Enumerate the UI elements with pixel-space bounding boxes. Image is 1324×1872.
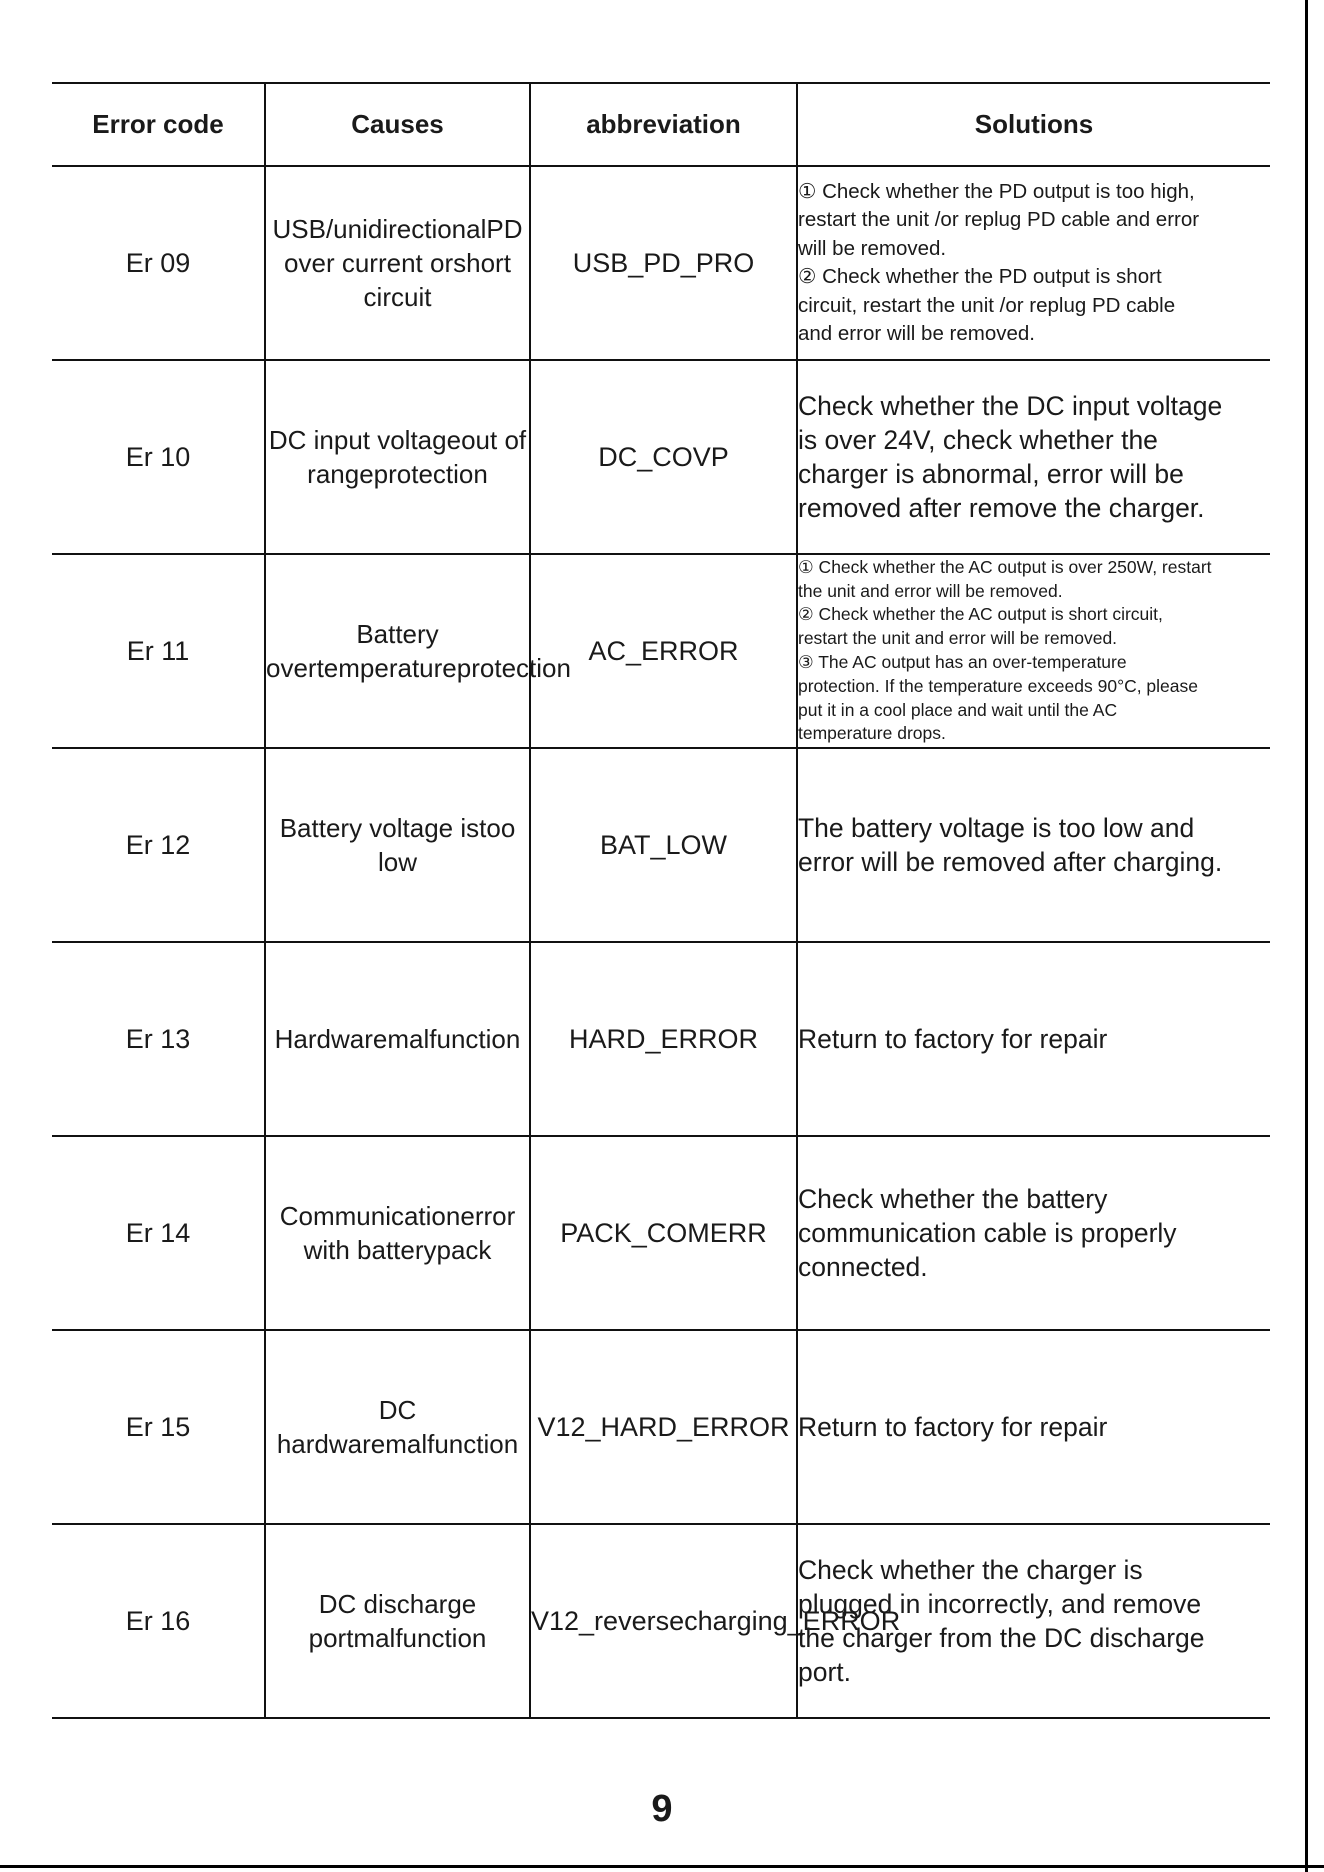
solution-line: connected. bbox=[798, 1252, 928, 1282]
solution-line: restart the unit /or replug PD cable and error bbox=[798, 208, 1200, 231]
abbreviation-line: USB_PD_PRO bbox=[572, 248, 755, 278]
solution-line: ② Check whether the AC output is short circuit, bbox=[798, 604, 1163, 625]
solution-line: circuit, restart the unit /or replug PD cable bbox=[798, 293, 1176, 317]
abbreviation-cell bbox=[530, 1330, 797, 1524]
table-row bbox=[52, 360, 1270, 554]
abbreviation-cell bbox=[530, 748, 797, 942]
solution-line: The battery voltage is too low and bbox=[798, 813, 1195, 843]
table-row bbox=[52, 1330, 1270, 1524]
table-body bbox=[52, 166, 1270, 1718]
table-row bbox=[52, 1136, 1270, 1330]
solution-cell bbox=[797, 360, 1270, 554]
abbreviation-cell bbox=[530, 1136, 797, 1330]
solution-cell bbox=[797, 748, 1270, 942]
error-code-cell: Er 10 bbox=[125, 441, 191, 472]
error-code-cell: Er 12 bbox=[125, 829, 191, 860]
page-edge-bottom bbox=[0, 1865, 1324, 1868]
cause-line: malfunction bbox=[387, 1024, 521, 1054]
abbreviation-cell bbox=[530, 942, 797, 1136]
solution-line: charger is abnormal, error will be bbox=[798, 459, 1184, 489]
cause-line: pack bbox=[436, 1235, 492, 1265]
error-code-cell: Er 13 bbox=[125, 1023, 191, 1054]
abbreviation-line: DC_COVP bbox=[598, 442, 729, 472]
solution-line: and error will be removed. bbox=[798, 322, 1035, 345]
cause-cell bbox=[265, 942, 530, 1136]
solution-line: the unit and error will be removed. bbox=[798, 580, 1063, 601]
cause-cell bbox=[265, 1136, 530, 1330]
cause-cell bbox=[265, 1524, 530, 1718]
abbreviation-line: AC_ERROR bbox=[588, 636, 739, 666]
error-code-cell: Er 11 bbox=[126, 635, 190, 666]
page-edge-right bbox=[1305, 0, 1308, 1872]
solution-line: restart the unit and error will be removed. bbox=[798, 628, 1118, 649]
cause-line: Communication bbox=[279, 1201, 461, 1231]
cause-line: Battery voltage is bbox=[279, 813, 480, 843]
solution-line: temperature drops. bbox=[798, 723, 946, 744]
page-number: 9 bbox=[651, 1788, 673, 1830]
solution-line: put it in a cool place and wait until the AC bbox=[798, 699, 1118, 720]
cause-line: DC discharge port bbox=[308, 1589, 477, 1653]
solution-line: protection. If the temperature exceeds 90°C, please bbox=[798, 675, 1199, 696]
abbreviation-cell bbox=[530, 166, 797, 360]
abbreviation-cell bbox=[530, 554, 797, 748]
error-code-cell: Er 15 bbox=[125, 1411, 191, 1442]
cause-line: Battery over bbox=[266, 619, 439, 683]
solution-line: port. bbox=[798, 1657, 852, 1687]
abbreviation-line: HARD_ERROR bbox=[568, 1024, 759, 1054]
solution-cell bbox=[797, 1330, 1270, 1524]
cause-line: out of range bbox=[307, 425, 527, 489]
solution-line: ① Check whether the PD output is too high, bbox=[798, 179, 1195, 203]
cause-cell bbox=[265, 554, 571, 748]
table-row bbox=[52, 1524, 1270, 1718]
solution-line: error will be removed after charging. bbox=[798, 847, 1223, 877]
abbreviation-cell bbox=[530, 360, 797, 554]
cause-line: protection bbox=[373, 459, 488, 489]
cause-line: DC hardware bbox=[276, 1395, 417, 1459]
solution-line: is over 24V, check whether the bbox=[798, 425, 1158, 455]
abbreviation-line: V12_HARD bbox=[537, 1412, 678, 1442]
error-code-table bbox=[52, 82, 1270, 1719]
cause-line: short circuit bbox=[363, 248, 511, 312]
cause-line: USB/unidirectional bbox=[272, 214, 487, 244]
solution-line: communication cable is properly bbox=[798, 1218, 1177, 1248]
abbreviation-line: charging_ERROR bbox=[684, 1606, 901, 1636]
abbreviation-line: PACK_COMERR bbox=[560, 1218, 767, 1248]
solution-line: Check whether the battery bbox=[798, 1184, 1108, 1214]
cause-line: malfunction bbox=[353, 1623, 487, 1653]
header-abbreviation: abbreviation bbox=[530, 83, 797, 166]
table-header-row bbox=[52, 83, 1270, 166]
solution-cell bbox=[797, 942, 1270, 1136]
solution-line: removed after remove the charger. bbox=[798, 493, 1205, 523]
solution-line: plugged in incorrectly, and remove bbox=[798, 1589, 1202, 1619]
solution-cell bbox=[797, 1524, 1270, 1718]
solution-cell bbox=[797, 554, 1270, 748]
solution-line: ③ The AC output has an over-temperature bbox=[798, 652, 1127, 672]
table-row bbox=[52, 554, 1270, 748]
cause-cell bbox=[265, 166, 530, 360]
cause-line: protection bbox=[456, 653, 571, 683]
abbreviation-line: BAT_LOW bbox=[599, 830, 728, 860]
table-row bbox=[52, 942, 1270, 1136]
table-row bbox=[52, 748, 1270, 942]
cause-line: too low bbox=[377, 813, 516, 877]
cause-line: DC input voltage bbox=[268, 425, 462, 455]
cause-line: malfunction bbox=[385, 1429, 519, 1459]
header-causes: Causes bbox=[265, 83, 530, 166]
cause-cell bbox=[265, 748, 530, 942]
solution-line: ① Check whether the AC output is over 250W, restart bbox=[798, 556, 1212, 577]
cause-cell bbox=[265, 360, 530, 554]
table-row bbox=[52, 166, 1270, 360]
solution-line: Return to factory for repair bbox=[798, 1412, 1108, 1442]
cause-line: PD over current or bbox=[284, 214, 523, 278]
cause-line: error with battery bbox=[303, 1201, 516, 1265]
error-code-cell: Er 09 bbox=[125, 247, 191, 278]
solution-line: Check whether the charger is bbox=[798, 1555, 1143, 1585]
error-code-cell: Er 14 bbox=[125, 1217, 191, 1248]
cause-cell bbox=[265, 1330, 530, 1524]
solution-line: Check whether the DC input voltage bbox=[798, 391, 1223, 421]
cause-line: temperature bbox=[316, 653, 457, 683]
error-code-cell: Er 16 bbox=[125, 1605, 191, 1636]
solution-cell bbox=[797, 166, 1270, 360]
solution-line: ② Check whether the PD output is short bbox=[798, 265, 1162, 288]
solution-cell bbox=[797, 1136, 1270, 1330]
solution-line: will be removed. bbox=[798, 236, 947, 260]
solution-line: the charger from the DC discharge bbox=[798, 1623, 1205, 1653]
header-solutions: Solutions bbox=[797, 83, 1270, 166]
solution-line: Return to factory for repair bbox=[798, 1024, 1108, 1054]
abbreviation-line: _ERROR bbox=[677, 1412, 790, 1442]
header-error-code: Error code bbox=[92, 109, 224, 139]
abbreviation-line: V12_reverse bbox=[531, 1606, 685, 1636]
cause-line: Hardware bbox=[274, 1024, 388, 1054]
